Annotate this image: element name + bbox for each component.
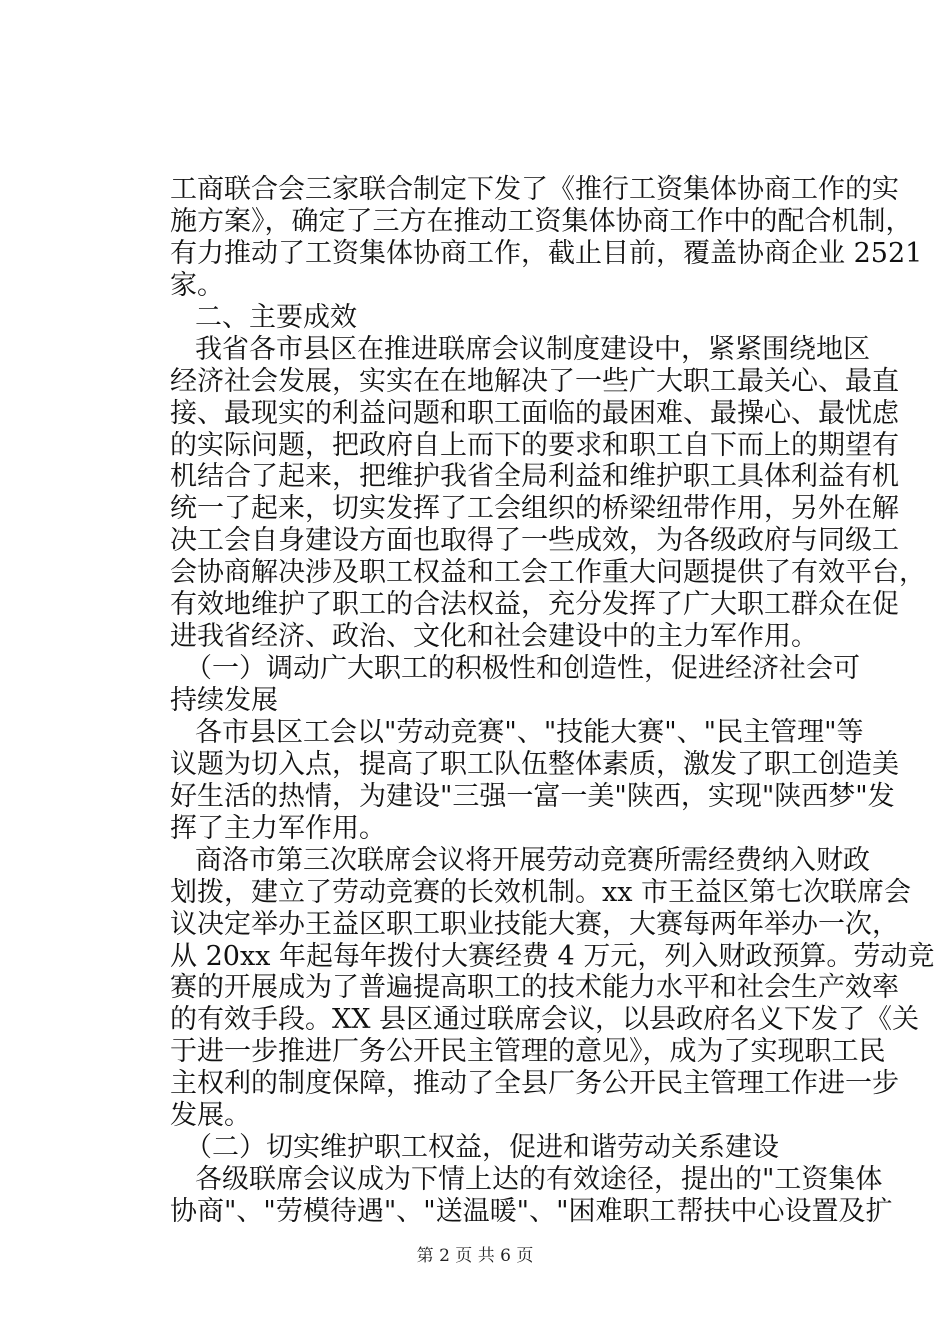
text-line: 有力推动了工资集体协商工作，截止目前，覆盖协商企业 2521 xyxy=(170,237,923,269)
text-line: 协商"、"劳模待遇"、"送温暖"、"困难职工帮扶中心设置及扩 xyxy=(170,1196,893,1228)
page-footer: 第 2 页 共 6 页 xyxy=(416,1246,534,1266)
text-line: （一）调动广大职工的积极性和创造性，促进经济社会可 xyxy=(185,653,860,685)
text-line: 持续发展 xyxy=(170,685,278,717)
text-line: 各级联席会议成为下情上达的有效途径，提出的"工资集体 xyxy=(195,1164,883,1196)
text-line: 家。 xyxy=(170,269,224,301)
text-line: 议题为切入点，提高了职工队伍整体素质，激发了职工创造美 xyxy=(170,748,899,780)
text-line: 的实际问题，把政府自上而下的要求和职工自下而上的期望有 xyxy=(170,429,899,461)
text-line: 于进一步推进厂务公开民主管理的意见》，成为了实现职工民 xyxy=(170,1036,886,1068)
text-line: 各市县区工会以"劳动竞赛"、"技能大赛"、"民主管理"等 xyxy=(195,716,864,748)
text-line: 发展。 xyxy=(170,1100,251,1132)
text-line: 会协商解决涉及职工权益和工会工作重大问题提供了有效平台， xyxy=(170,557,926,589)
text-line: 工商联合会三家联合制定下发了《推行工资集体协商工作的实 xyxy=(170,174,899,205)
text-line: 赛的开展成为了普遍提高职工的技术能力水平和社会生产效率 xyxy=(170,972,899,1004)
text-line: （二）切实维护职工权益，促进和谐劳动关系建设 xyxy=(185,1132,779,1164)
text-line: 商洛市第三次联席会议将开展劳动竞赛所需经费纳入财政 xyxy=(195,844,870,876)
text-line: 统一了起来，切实发挥了工会组织的桥梁纽带作用，另外在解 xyxy=(170,493,899,525)
text-line: 进我省经济、政治、文化和社会建设中的主力军作用。 xyxy=(170,621,818,653)
text-line: 议决定举办王益区职工职业技能大赛，大赛每两年举办一次， xyxy=(170,908,899,940)
text-line: 决工会自身建设方面也取得了一些成效，为各级政府与同级工 xyxy=(170,525,899,557)
text-line: 我省各市县区在推进联席会议制度建设中，紧紧围绕地区 xyxy=(195,333,870,365)
text-line: 接、最现实的利益问题和职工面临的最困难、最操心、最忧虑 xyxy=(170,397,899,429)
text-line: 二、主要成效 xyxy=(195,301,357,333)
text-line: 有效地维护了职工的合法权益，充分发挥了广大职工群众在促 xyxy=(170,589,899,621)
text-line: 划拨，建立了劳动竞赛的长效机制。xx 市王益区第七次联席会 xyxy=(170,876,912,908)
text-line: 机结合了起来，把维护我省全局利益和维护职工具体利益有机 xyxy=(170,461,899,493)
text-line: 从 20xx 年起每年拨付大赛经费 4 万元，列入财政预算。劳动竞 xyxy=(170,940,935,972)
text-line: 的有效手段。XX 县区通过联席会议，以县政府名义下发了《关 xyxy=(170,1004,920,1036)
text-line: 经济社会发展，实实在在地解决了一些广大职工最关心、最直 xyxy=(170,365,899,397)
text-line: 好生活的热情，为建设"三强一富一美"陕西，实现"陕西梦"发 xyxy=(170,780,895,812)
text-line: 施方案》，确定了三方在推动工资集体协商工作中的配合机制， xyxy=(170,205,913,237)
text-line: 挥了主力军作用。 xyxy=(170,812,386,844)
text-line: 主权利的制度保障，推动了全县厂务公开民主管理工作进一步 xyxy=(170,1068,899,1100)
